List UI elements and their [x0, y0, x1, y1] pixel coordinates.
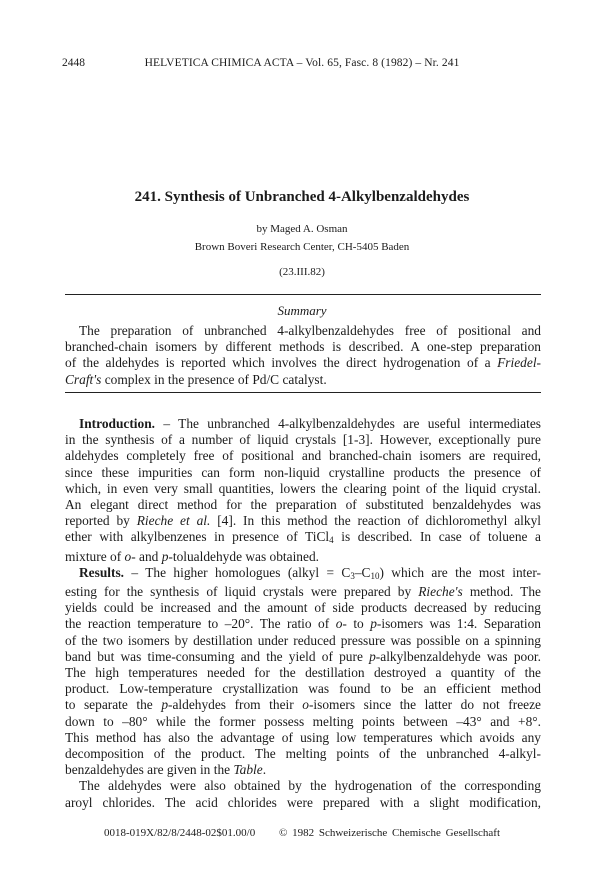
article-title: 241. Synthesis of Unbranched 4-Alkylbenzaldehydes: [134, 189, 470, 205]
results-line-6: band but was time-consuming and the yield of pure p-alkylbenzaldehyde was poor.: [65, 648, 541, 664]
summary-line-3: of the aldehydes is reported which involves the direct hydrogenation of a Friedel-: [65, 355, 541, 371]
introduction-line-8: ether with alkylbenzenes in presence of TiCl$_4$ is described. In case of toluene a: [65, 529, 541, 546]
aldehydes-line-2: aroyl chlorides. The acid chlorides were prepared with a slight modification,: [65, 794, 541, 810]
publication-code: 0018-019X/82/8/2448-02$01.00/0: [103, 827, 256, 839]
running-header: HELVETICA CHIMICA ACTA – Vol. 65, Fasc. 8 (1982) – Nr. 241: [144, 57, 460, 69]
author-byline: by Maged A. Osman: [256, 223, 348, 235]
introduction-line-3: aldehydes completely free of positional and branched-chain isomers are required,: [65, 448, 541, 464]
page-number: 2448: [62, 57, 85, 69]
article-body: [65, 416, 541, 811]
summary-line-1: The preparation of unbranched 4-alkylbenzaldehydes free of positional and: [79, 323, 541, 338]
results-line-10: down to –80° while the former possess melting points between –43° and +8°.: [65, 713, 541, 729]
introduction-heading: Introduction.: [79, 416, 156, 431]
results-line-2: esting for the synthesis of liquid crystals were prepared by Rieche's method. The: [65, 584, 541, 600]
results-line-7: The high temperatures needed for the destillation destroyed a quantity of the: [65, 665, 541, 681]
introduction-line-6: An elegant direct method for the preparation of substituted benzaldehydes was: [65, 497, 541, 513]
results-line-9: to separate the p-aldehydes from their o-isomers since the latter do not freeze: [65, 697, 541, 713]
summary-body: [65, 323, 541, 388]
aldehydes-line-1: The aldehydes were also obtained by the hydrogenation of the corresponding: [79, 778, 541, 794]
introduction-line-2: in the synthesis of a number of liquid crystals [1-3]. However, exceptionally pure: [65, 432, 541, 448]
summary-top-rule: [65, 294, 541, 295]
introduction-line-1: Introduction. – The unbranched 4-alkylbenzaldehydes are useful intermediates: [79, 416, 541, 431]
summary-line-4: Craft's complex in the presence of Pd/C catalyst.: [65, 371, 327, 387]
introduction-line-7: reported by Rieche et al. [4]. In this method the reaction of dichloromethyl alkyl: [65, 513, 541, 529]
results-line-3: yields could be increased and the amount of side products decreased by reducing: [65, 600, 541, 616]
results-line-4: the reaction temperature to –20°. The ratio of o- to p-isomers was 1:4. Separation: [65, 616, 541, 632]
summary-bottom-rule: [65, 392, 541, 393]
summary-line-2: branched-chain isomers by different methods is described. A one-step preparation: [65, 339, 541, 355]
introduction-line-9: mixture of o- and p-tolualdehyde was obtained.: [65, 548, 319, 564]
introduction-line-4: since these impurities can form non-liquid crystalline products the presence of: [65, 464, 541, 480]
author-affiliation: Brown Boveri Research Center, CH-5405 Baden: [194, 241, 410, 253]
results-line-13: benzaldehydes are given in the Table.: [65, 762, 267, 778]
results-line-5: of the two isomers by destillation under reduced pressure was possible on a spinning: [65, 632, 541, 648]
introduction-line-5: which, in even very small quantities, lowers the clearing point of the liquid crystal.: [65, 480, 541, 496]
results-line-8: product. Low-temperature crystallization was found to be an efficient method: [65, 681, 541, 697]
results-line-12: decomposition of the product. The melting points of the unbranched 4-alkyl-: [65, 746, 541, 762]
results-line-11: This method has also the advantage of using low temperatures which avoids any: [65, 729, 541, 745]
copyright-notice: © 1982 Schweizerische Chemische Gesellschaft: [278, 827, 500, 839]
page-footer: [0, 827, 604, 839]
summary-heading: Summary: [277, 303, 327, 318]
results-line-1: Results. – The higher homologues (alkyl = $C_3-C_{10}$) which are the most inter-: [79, 564, 541, 581]
received-date: (23.III.82): [279, 266, 325, 278]
results-heading: Results.: [79, 564, 125, 580]
